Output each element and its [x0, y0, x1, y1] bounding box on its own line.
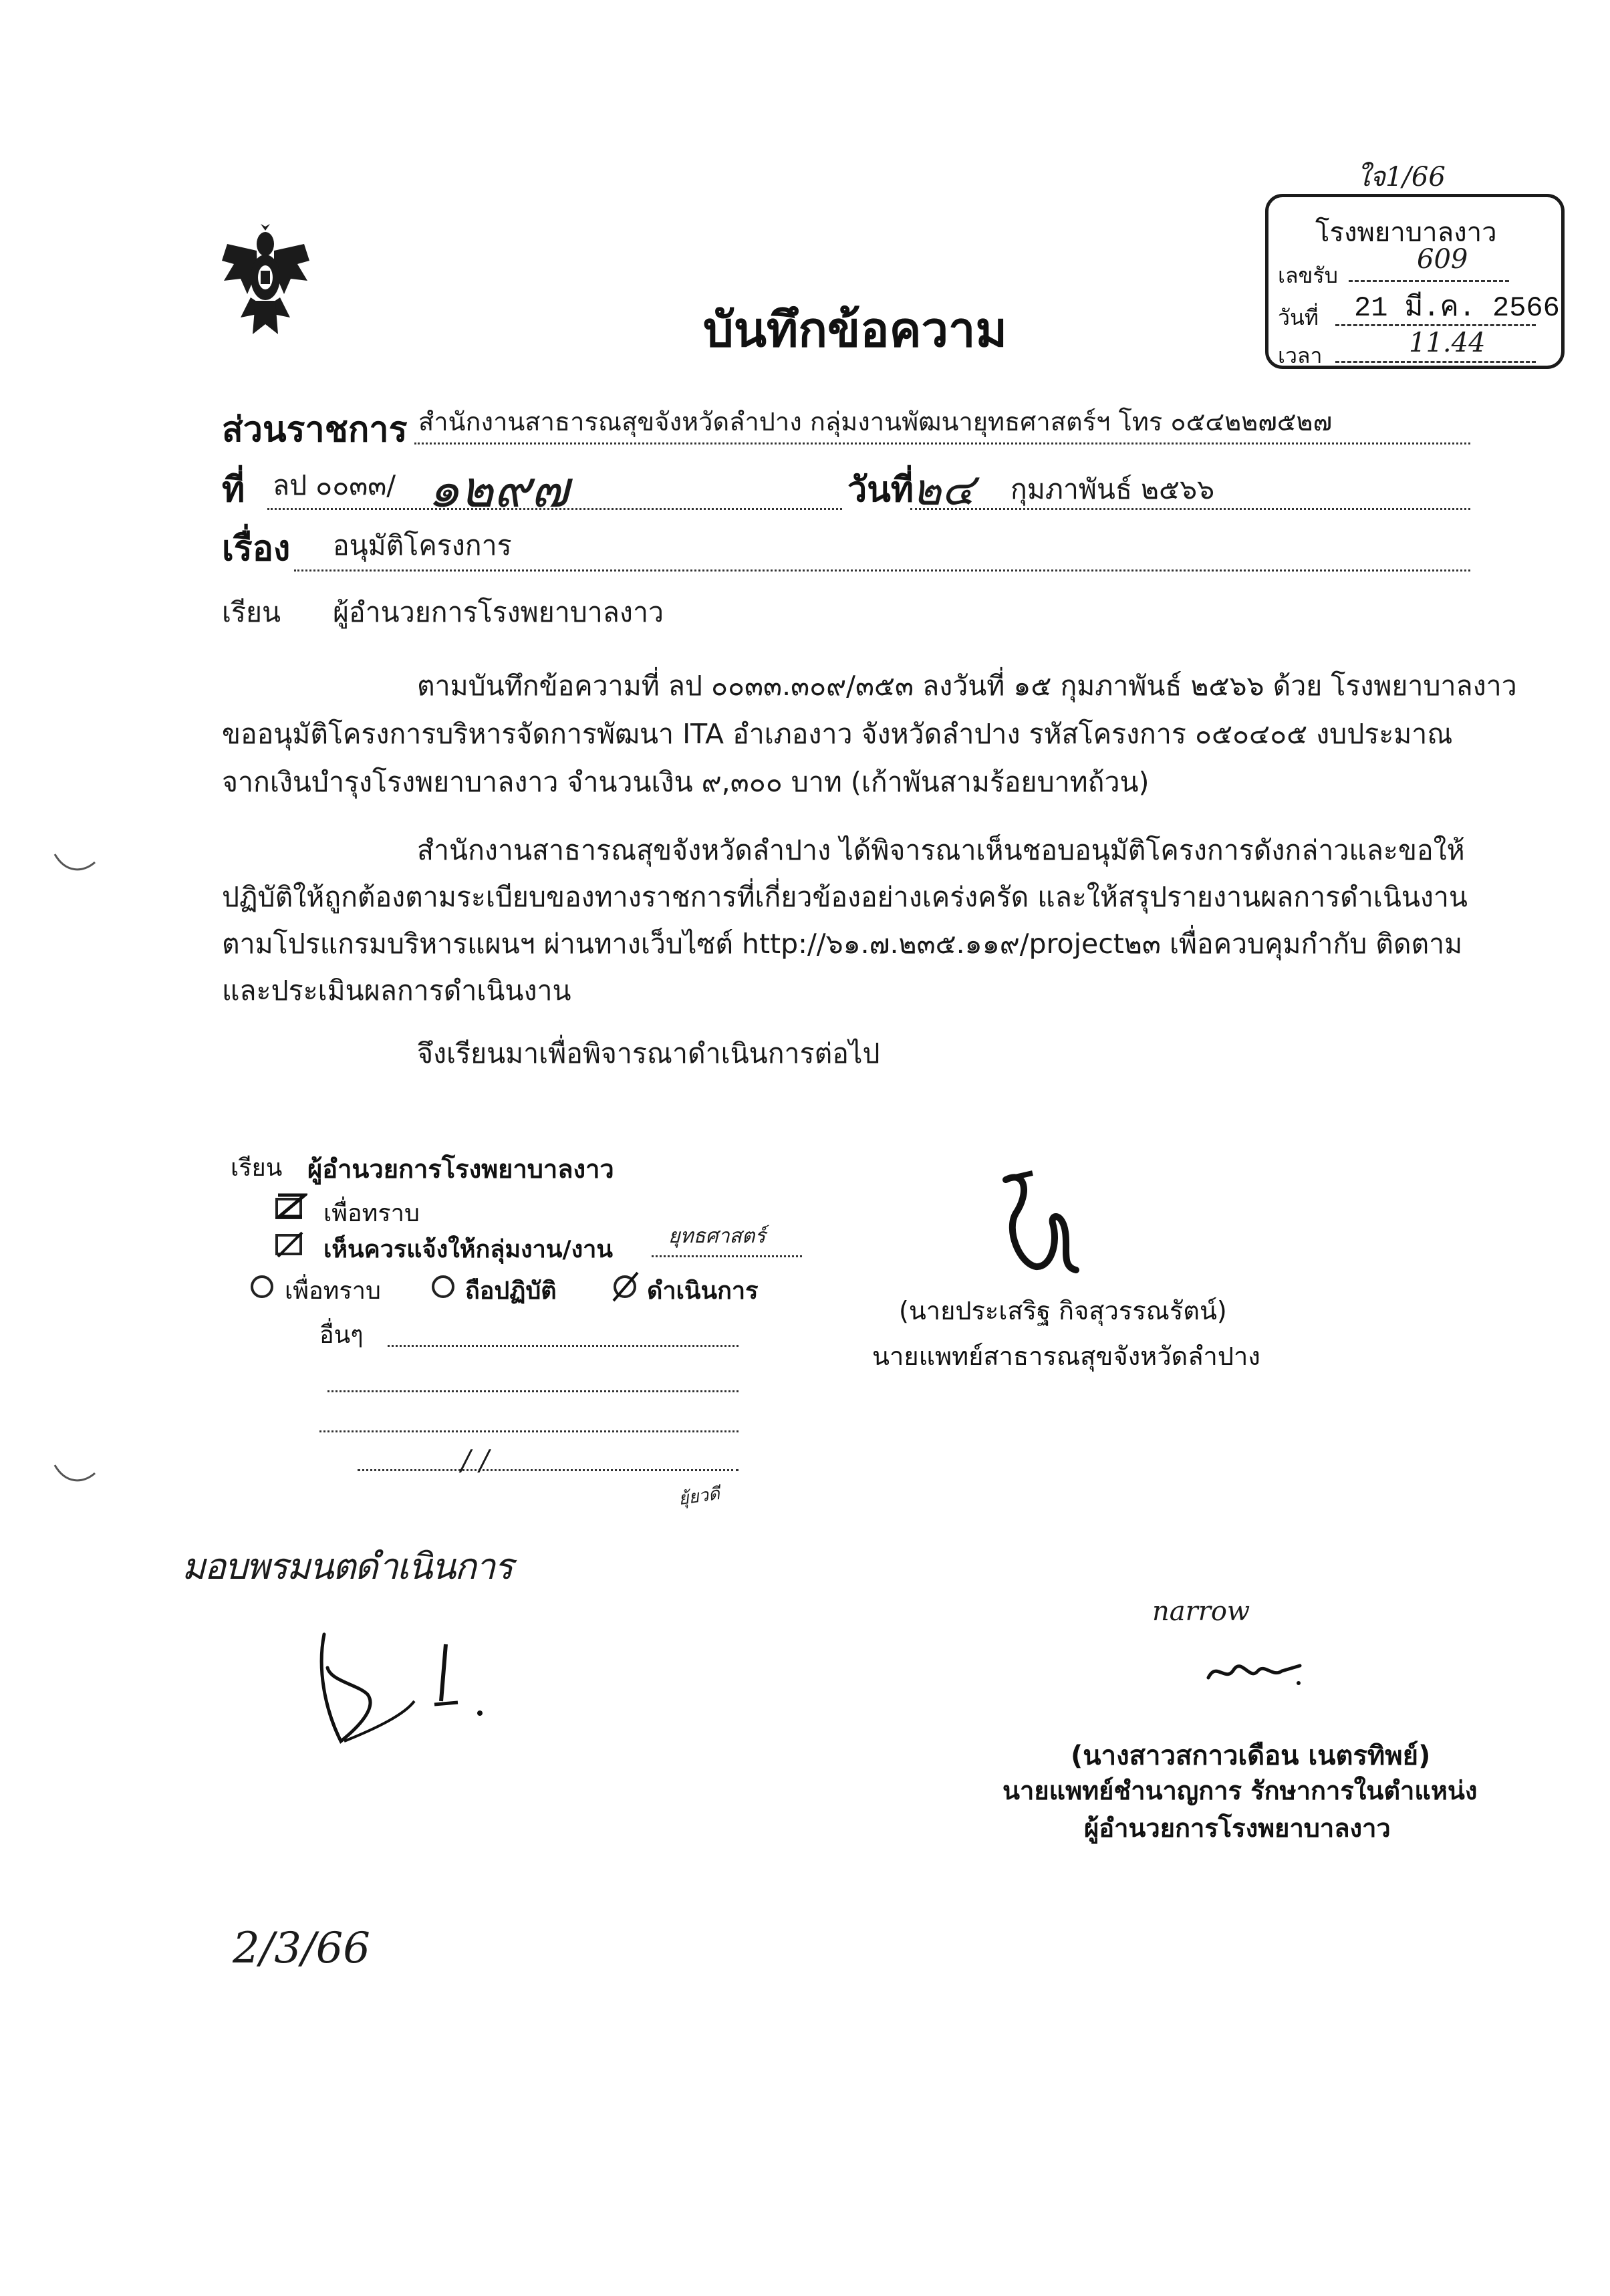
sub-proceed: ดำเนินการ: [647, 1277, 759, 1305]
stamp-time-label: เวลา: [1278, 343, 1323, 368]
opt-notify: เห็นควรแจ้งให้กลุ่มงาน/งาน: [323, 1236, 614, 1263]
para1-line1: ตามบันทึกข้อความที่ ลป ๐๐๓๓.๓๐๙/๓๕๓ ลงวันที่ ๑๕ กุมภาพันธ์ ๒๕๖๖ ด้วย โรงพยาบาลงาว: [417, 670, 1517, 702]
para2-line2: ปฏิบัติให้ถูกต้องตามระเบียบของทางราชการที่เกี่ยวข้องอย่างเคร่งครัด และให้สรุปรายงานผลการดำเนินงาน: [222, 881, 1468, 913]
sub-inform: เพื่อทราบ: [285, 1277, 381, 1305]
signer1-position: นายแพทย์สาธารณสุขจังหวัดลำปาง: [872, 1342, 1260, 1371]
subject-value: อนุมัติโครงการ: [333, 529, 512, 561]
handwritten-note: มอบพรมนตดำเนินการ: [182, 1545, 513, 1587]
punch-mark-icon: [52, 850, 99, 877]
stamp-date-value: 21 มี.ค. 2566: [1354, 292, 1560, 324]
to-label: เรียน: [222, 596, 281, 628]
date-day: ๒๔: [912, 464, 975, 515]
opt-inform: เพื่อทราบ: [323, 1200, 420, 1227]
to-value: ผู้อำนวยการโรงพยาบาลงาว: [333, 596, 664, 628]
notify-target: ยุทธศาสตร์: [668, 1225, 766, 1248]
receipt-stamp: [1265, 194, 1565, 369]
stamp-time-value: 11.44: [1409, 328, 1486, 358]
date-label: วันที่: [847, 470, 914, 510]
signature-2-mark: [1203, 1651, 1303, 1691]
memo-title: บันทึกข้อความ: [703, 301, 1007, 358]
stamp-top-note: ใจ1/66: [1357, 162, 1446, 193]
para1-line3: จากเงินบำรุงโรงพยาบาลงาว จำนวนเงิน ๙,๓๐๐ บาท (เก้าพันสามร้อยบาทถ้วน): [222, 766, 1150, 798]
signer1-name: (นายประเสริฐ กิจสุวรรณรัตน์): [899, 1296, 1227, 1325]
garuda-emblem: [221, 224, 311, 339]
stamp-recv-label: เลขรับ: [1278, 263, 1338, 288]
para2-line3: ตามโปรแกรมบริหารแผนฯ ผ่านทางเว็บไซต์ http://๖๑.๗.๒๓๕.๑๑๙/project๒๓ เพื่อควบคุมกำกับ ติดตาม: [222, 928, 1463, 960]
para2-line1: สำนักงานสาธารณสุขจังหวัดลำปาง ได้พิจารณาเห็นชอบอนุมัติโครงการดังกล่าวและขอให้: [417, 834, 1465, 866]
other-label: อื่นๆ: [319, 1321, 364, 1349]
date-month-year: กุมภาพันธ์ ๒๕๖๖: [1011, 473, 1215, 505]
signer2-scribble: narrow: [1152, 1596, 1250, 1627]
signature-director-mark: [304, 1628, 505, 1751]
routing-initials: ยุ้ยวดี: [677, 1483, 721, 1510]
check-slash-icon: [275, 1230, 305, 1259]
signer2-position1: นายแพทย์ชำนาญการ รักษาการในตำแหน่ง: [1002, 1776, 1478, 1805]
radio-slash-icon: [610, 1270, 642, 1303]
stamp-recv-no: 609: [1417, 244, 1468, 275]
para1-line2: ขออนุมัติโครงการบริหารจัดการพัฒนา ITA อำเภองาว จังหวัดลำปาง รหัสโครงการ ๐๕๐๔๐๕ งบประมาณ: [222, 718, 1453, 750]
subject-label: เรื่อง: [222, 529, 291, 569]
signer2-name: (นางสาวสกาวเดือน เนตรทิพย์): [1071, 1741, 1431, 1771]
routing-to-value: ผู้อำนวยการโรงพยาบาลงาว: [307, 1154, 614, 1184]
routing-to-label: เรียน: [231, 1154, 283, 1182]
check-mark-icon: [275, 1191, 307, 1221]
radio-comply: [432, 1275, 454, 1298]
agency-value: สำนักงานสาธารณสุขจังหวัดลำปาง กลุ่มงานพัฒนายุทธศาสตร์ฯ โทร ๐๕๔๒๒๗๕๒๗: [418, 407, 1333, 436]
stamp-date-label: วันที่: [1278, 305, 1319, 330]
ref-label: ที่: [222, 470, 245, 510]
para2-line4: และประเมินผลการดำเนินงาน: [222, 975, 571, 1007]
ref-prefix: ลป ๐๐๓๓/: [273, 469, 396, 501]
radio-inform: [251, 1275, 273, 1298]
agency-label: ส่วนราชการ: [222, 410, 408, 450]
routing-date-slashes: / /: [461, 1444, 489, 1477]
punch-mark-icon: [52, 1461, 99, 1488]
signature-1-mark: [989, 1166, 1089, 1280]
signer2-position2: ผู้อำนวยการโรงพยาบาลงาว: [1084, 1813, 1391, 1843]
stamp-org: โรงพยาบาลงาว: [1315, 217, 1497, 248]
bottom-date: 2/3/66: [233, 1924, 370, 1973]
sub-comply: ถือปฏิบัติ: [465, 1277, 557, 1305]
closing: จึงเรียนมาเพื่อพิจารณาดำเนินการต่อไป: [417, 1037, 880, 1069]
ref-number: ๑๒๙๗: [428, 459, 569, 519]
